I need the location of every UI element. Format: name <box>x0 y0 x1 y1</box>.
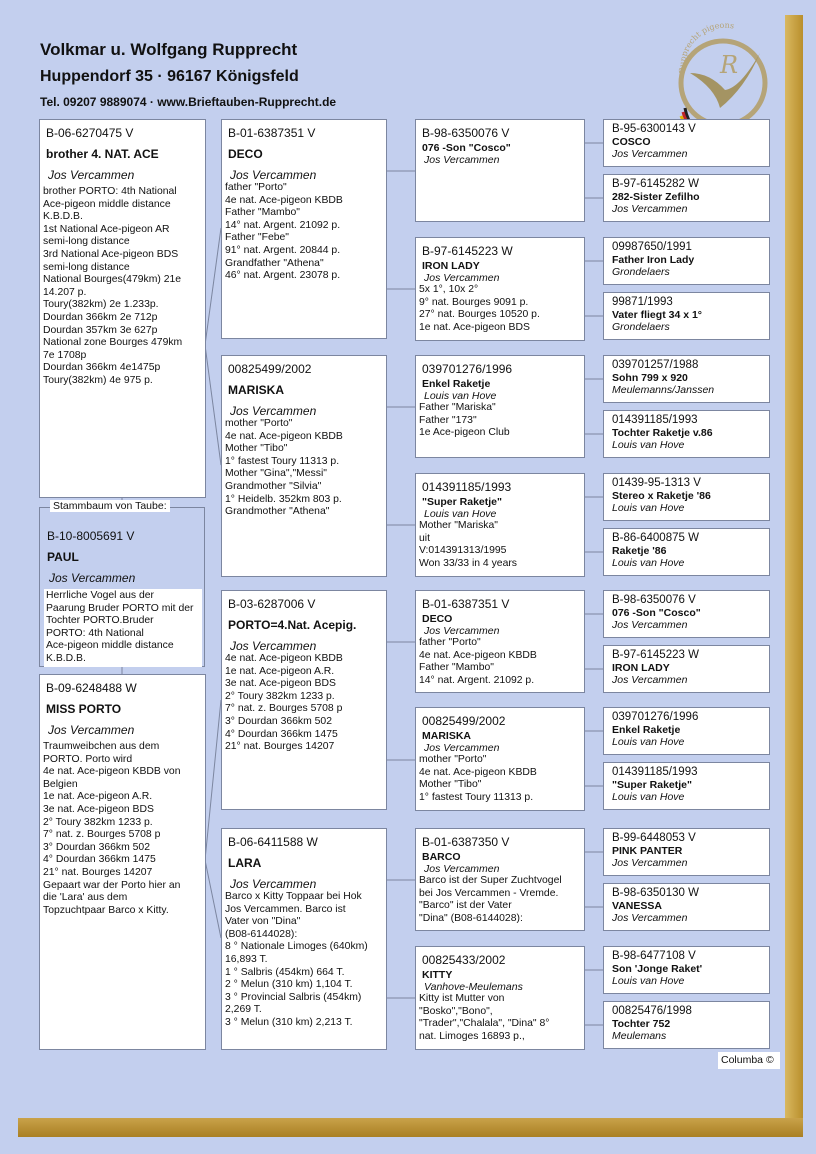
pigeon-name: COSCO <box>612 136 651 148</box>
notes: Barco ist der Super Zuchtvogel bei Jos Vercammen - Vremde. "Barco" ist der Vater "Dina" (B08-6144028): <box>419 875 562 924</box>
ancestor-card <box>603 883 770 931</box>
pigeon-name: Enkel Raketje <box>422 378 491 390</box>
breeder: Meulemanns/Janssen <box>612 384 715 396</box>
ring-number: B-99-6448053 V <box>612 832 696 844</box>
notes: brother PORTO: 4th National Ace-pigeon middle distance K.B.D.B. 1st National Ace-pigeon AR semi-long distance 3rd National Ace-pigeon BDS semi-long distance National Bourges(479km) 21e 14.207 p. Toury(382km) 2e 1.233p. Dourdan 366km 2e 712p Dourdan 357km 3e 627p National zone Bourges 479km 7e 1708p Dourdan 366km 4e1475p Toury(382km) 4e 975 p. <box>43 186 183 386</box>
ancestor-card <box>603 174 770 222</box>
breeder: Louis van Hove <box>612 557 685 569</box>
ancestor-card <box>415 237 585 341</box>
ring-number: 014391185/1993 <box>422 480 512 494</box>
ring-number: 014391185/1993 <box>612 766 698 778</box>
pigeon-name: "Super Raketje" <box>612 779 692 791</box>
breeder: Jos Vercammen <box>424 742 500 754</box>
pigeon-name: LARA <box>228 856 262 870</box>
ring-number: B-98-6350130 W <box>612 887 699 899</box>
ancestor-card <box>603 645 770 693</box>
breeder: Jos Vercammen <box>230 877 317 891</box>
breeder: Jos Vercammen <box>424 272 500 284</box>
breeder: Jos Vercammen <box>49 571 136 585</box>
ring-number: B-01-6387351 V <box>228 126 316 140</box>
svg-text:R: R <box>720 51 739 79</box>
breeder: Jos Vercammen <box>612 912 688 924</box>
ring-number: B-97-6145223 W <box>612 649 699 661</box>
ancestor-card <box>603 946 770 994</box>
ancestor-card <box>603 590 770 638</box>
breeder: Vanhove-Meulemans <box>424 981 523 993</box>
ring-number: 039701276/1996 <box>612 711 699 723</box>
ancestor-card <box>603 292 770 340</box>
ancestor-card <box>415 946 585 1050</box>
ancestor-card <box>415 355 585 458</box>
notes: father "Porto" 4e nat. Ace-pigeon KBDB Father "Mambo" 14° nat. Argent. 21092 p. <box>419 637 537 686</box>
pigeon-name: Tochter Raketje v.86 <box>612 427 713 439</box>
pigeon-name: PAUL <box>47 550 79 564</box>
ring-number: B-06-6270475 V <box>46 126 134 140</box>
ring-number: 00825499/2002 <box>422 714 506 728</box>
notes: Father "Mariska" Father "173" 1e Ace-pigeon Club <box>419 402 510 439</box>
ancestor-card <box>221 828 387 1050</box>
pigeon-name: Enkel Raketje <box>612 724 681 736</box>
ring-number: 00825433/2002 <box>422 953 506 967</box>
breeder: Grondelaers <box>612 321 670 333</box>
breeder: Louis van Hove <box>612 502 685 514</box>
ring-number: 039701257/1988 <box>612 359 699 371</box>
breeder: Jos Vercammen <box>424 154 500 166</box>
breeder: Meulemans <box>612 1030 667 1042</box>
ring-number: 00825499/2002 <box>228 362 312 376</box>
pigeon-name: IRON LADY <box>422 260 480 272</box>
ring-number: B-95-6300143 V <box>612 123 696 135</box>
ancestor-card <box>221 590 387 810</box>
pigeon-name: brother 4. NAT. ACE <box>46 147 159 161</box>
ring-number: B-09-6248488 W <box>46 681 137 695</box>
ring-number: B-97-6145223 W <box>422 244 513 258</box>
ancestor-card <box>603 707 770 755</box>
ancestor-card <box>603 762 770 810</box>
notes: Traumweibchen aus dem PORTO. Porto wird 4e nat. Ace-pigeon KBDB von Belgien 1e nat. Ace-pigeon A.R. 3e nat. Ace-pigeon BDS 2° Toury 382km 1233 p. 7° nat. z. Bourges 5708 p 3° Dourdan 366km 502 4° Dourdan 366km 1475 21° nat. Bourges 14207 Gepaart war der Porto hier an die 'Lara' aus dem Topzuchtpaar Barco x Kitty. <box>43 741 181 916</box>
notes: 4e nat. Ace-pigeon KBDB 1e nat. Ace-pigeon A.R. 3e nat. Ace-pigeon BDS 2° Toury 382km 1233 p. 7° nat. z. Bourges 5708 p 3° Dourdan 366km 502 4° Dourdan 366km 1475 21° nat. Bourges 14207 <box>225 653 343 753</box>
pigeon-name: MISS PORTO <box>46 702 122 716</box>
ring-number: B-98-6350076 V <box>612 594 696 606</box>
pigeon-name: PORTO=4.Nat. Acepig. <box>228 618 357 632</box>
pigeon-name: Tochter 752 <box>612 1018 671 1030</box>
breeder: Louis van Hove <box>612 736 685 748</box>
breeder: Jos Vercammen <box>612 857 688 869</box>
ancestor-card <box>415 473 585 577</box>
copyright-label: Columba © <box>718 1052 780 1069</box>
ancestor-card <box>221 355 387 577</box>
pigeon-name: Sohn 799 x 920 <box>612 372 688 384</box>
connector-line <box>205 228 221 345</box>
notes: father "Porto" 4e nat. Ace-pigeon KBDB Father "Mambo" 14° nat. Argent. 21092 p. Father "Febe" 91° nat. Argent. 20844 p. Grandfather "Athena" 46° nat. Argent. 23078 p. <box>225 182 343 282</box>
owner-address: Huppendorf 35 · 96167 Königsfeld <box>40 68 299 85</box>
ring-number: 01439-95-1313 V <box>612 477 701 489</box>
breeder: Jos Vercammen <box>612 674 688 686</box>
ancestor-card <box>415 707 585 811</box>
pigeon-name: BARCO <box>422 851 461 863</box>
ring-number: B-98-6350076 V <box>422 126 510 140</box>
ancestor-card <box>603 1001 770 1049</box>
ancestor-card <box>221 119 387 339</box>
ring-number: B-06-6411588 W <box>228 835 318 849</box>
mother-card <box>39 674 206 1050</box>
pigeon-name: 076 -Son "Cosco" <box>612 607 701 619</box>
owner-contact: Tel. 09207 9889074 · www.Brieftauben-Rupprecht.de <box>40 95 337 109</box>
stammbaum-label: Stammbaum von Taube: <box>50 500 170 512</box>
ring-number: B-10-8005691 V <box>47 529 135 543</box>
ring-number: 00825476/1998 <box>612 1005 692 1017</box>
notes: mother "Porto" 4e nat. Ace-pigeon KBDB Mother "Tibo" 1° fastest Toury 11313 p. Mother "Gina","Messi" Grandmother "Silvia" 1° Heidelb. 352km 803 p. Grandmother "Athena" <box>225 418 343 518</box>
breeder: Jos Vercammen <box>48 168 135 182</box>
breeder: Louis van Hove <box>612 975 685 987</box>
ancestor-card <box>415 828 585 931</box>
ring-number: 039701276/1996 <box>422 362 513 376</box>
ancestor-card <box>603 355 770 403</box>
ring-number: 014391185/1993 <box>612 414 698 426</box>
pigeon-name: PINK PANTER <box>612 845 683 857</box>
ancestor-card <box>415 119 585 222</box>
ancestor-card <box>603 237 770 285</box>
ring-number: B-03-6287006 V <box>228 597 316 611</box>
pigeon-name: MARISKA <box>422 730 471 742</box>
pigeon-name: Vater fliegt 34 x 1° <box>612 309 702 321</box>
notes: Kitty ist Mutter von "Bosko","Bono", "Trader","Chalala", "Dina" 8° nat. Limoges 16893 p., <box>419 993 550 1042</box>
breeder: Jos Vercammen <box>612 619 688 631</box>
ring-number: 99871/1993 <box>612 296 673 308</box>
notes: Barco x Kitty Toppaar bei Hok Jos Vercammen. Barco ist Vater von "Dina" (B08-6144028): 8 ° Nationale Limoges (640km) 16,893 T. 1 ° Salbris (454km) 664 T. 2 ° Melun (310 km) 1,104 T. 3 ° Provincial Salbris (454km) 2,269 T. 3 ° Melun (310 km) 2,213 T. <box>225 891 368 1028</box>
breeder: Jos Vercammen <box>612 203 688 215</box>
breeder: Jos Vercammen <box>48 723 135 737</box>
breeder: Louis van Hove <box>612 791 685 803</box>
breeder: Grondelaers <box>612 266 670 278</box>
connector-line <box>205 700 221 860</box>
pigeon-name: Son 'Jonge Raket' <box>612 963 703 975</box>
breeder: Jos Vercammen <box>424 863 500 875</box>
ring-number: B-01-6387350 V <box>422 835 510 849</box>
breeder: Louis van Hove <box>612 439 685 451</box>
pigeon-name: KITTY <box>422 969 453 981</box>
pigeon-name: "Super Raketje" <box>422 496 502 508</box>
notes: mother "Porto" 4e nat. Ace-pigeon KBDB Mother "Tibo" 1° fastest Toury 11313 p. <box>419 754 537 803</box>
ancestor-card <box>603 410 770 458</box>
ancestor-card <box>603 528 770 576</box>
ancestor-card <box>603 473 770 521</box>
svg-text:Rupprecht pigeons: Rupprecht pigeons <box>677 20 735 74</box>
ring-number: B-86-6400875 W <box>612 532 699 544</box>
pigeon-name: DECO <box>228 147 263 161</box>
notes: 5x 1°, 10x 2° 9° nat. Bourges 9091 p. 27° nat. Bourges 10520 p. 1e nat. Ace-pigeon BDS <box>419 284 540 333</box>
breeder: Jos Vercammen <box>230 404 317 418</box>
breeder: Jos Vercammen <box>230 639 317 653</box>
breeder: Jos Vercammen <box>230 168 317 182</box>
owner-name: Volkmar u. Wolfgang Rupprecht <box>40 40 298 59</box>
breeder: Jos Vercammen <box>612 148 688 160</box>
breeder: Jos Vercammen <box>424 625 500 637</box>
connector-line <box>205 345 221 465</box>
pigeon-name: 282-Sister Zefilho <box>612 191 700 203</box>
pigeon-name: MARISKA <box>228 383 284 397</box>
brother-card <box>39 119 206 498</box>
pigeon-name: DECO <box>422 613 453 625</box>
breeder: Louis van Hove <box>424 508 497 520</box>
notes: Herrliche Vogel aus der Paarung Bruder PORTO mit der Tochter PORTO.Bruder PORTO: 4th National Ace-pigeon middle distance K.B.D.B. <box>44 589 202 667</box>
pigeon-name: Father Iron Lady <box>612 254 695 266</box>
pigeon-name: IRON LADY <box>612 662 670 674</box>
notes: Mother "Mariska" uit V:014391313/1995 Won 33/33 in 4 years <box>419 520 518 569</box>
ring-number: B-98-6477108 V <box>612 950 696 962</box>
ancestor-card <box>415 590 585 693</box>
ancestor-card <box>603 828 770 876</box>
subject-pigeon-card <box>47 527 202 667</box>
ancestor-card <box>603 119 770 167</box>
connector-line <box>205 860 221 938</box>
pigeon-name: 076 -Son "Cosco" <box>422 142 511 154</box>
pigeon-name: Raketje '86 <box>612 545 667 557</box>
ring-number: B-01-6387351 V <box>422 597 510 611</box>
ring-number: B-97-6145282 W <box>612 178 699 190</box>
ring-number: 09987650/1991 <box>612 241 692 253</box>
pigeon-name: Stereo x Raketje '86 <box>612 490 711 502</box>
pigeon-name: VANESSA <box>612 900 662 912</box>
breeder: Louis van Hove <box>424 390 497 402</box>
